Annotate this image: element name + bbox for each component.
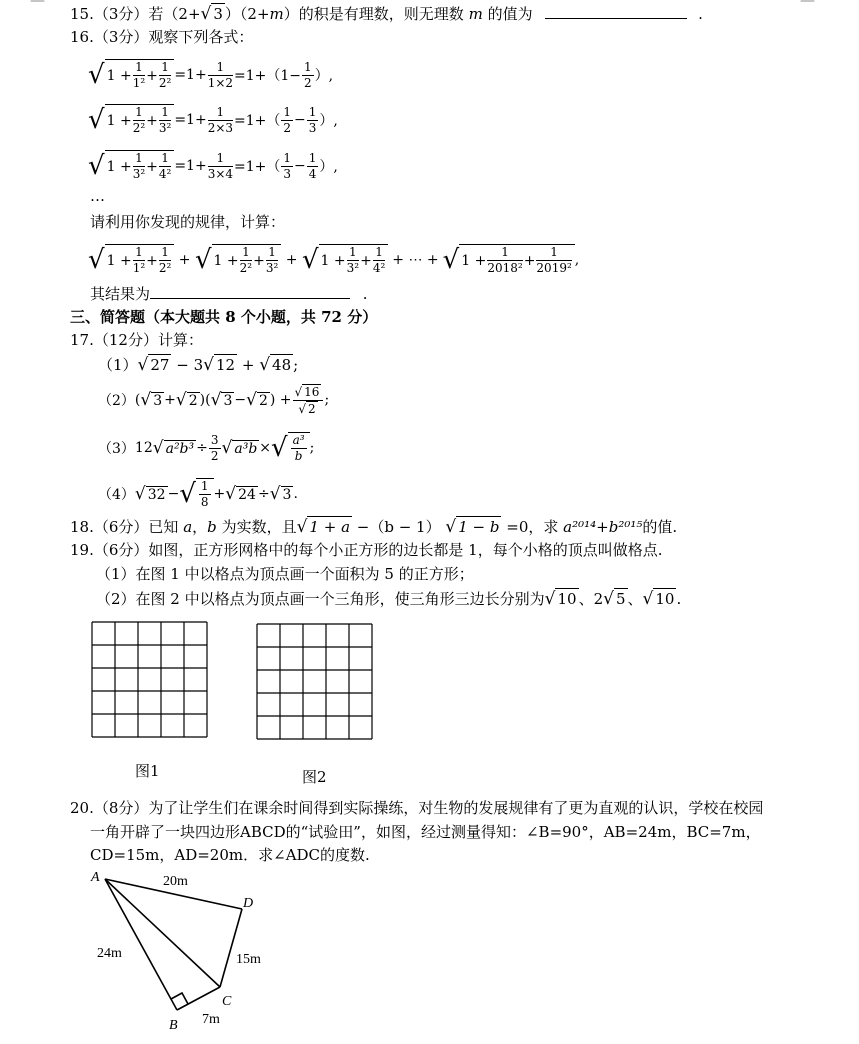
q16-row1-rhs: =1+（1− xyxy=(234,68,302,84)
label-b: B xyxy=(169,1018,178,1033)
sqrt-sign: √ xyxy=(88,151,105,181)
figure-1-grid[interactable] xyxy=(90,620,208,738)
q16-prompt: 请利用你发现的规律，计算： xyxy=(90,213,286,231)
sqrt-sign: √ xyxy=(88,105,105,135)
q16-row1-frac2: $\frac{1}{\text{2²}}$ xyxy=(158,60,172,90)
label-bc: 7m xyxy=(202,1012,220,1027)
q16-row1-radicand: 1 + $\frac{1}{\text{1²}}$ + $\frac{1}{\text{2²}}$ xyxy=(105,59,175,91)
question-19: 19.（6分）如图，正方形网格中的每个小正方形的边长都是 1，每个小格的顶点叫做格点. xyxy=(70,541,663,559)
q17-part-3: （3） 12 √ a²b³ ÷ $\frac{3}{2}$ √ a³b × √ $\frac{\text{a³}}{b}$ ; xyxy=(98,432,315,463)
q16-one: 1 xyxy=(106,67,116,84)
side-cd xyxy=(220,909,242,987)
side-bc xyxy=(177,987,220,1010)
q15-radicand: 3 xyxy=(213,5,223,23)
header-mark-right: — xyxy=(800,0,815,9)
q20-line-3: CD=15m，AD=20m．求∠ADC的度数. xyxy=(90,846,370,864)
q15-text-a: 若（2+ xyxy=(148,5,201,23)
q16-row3-radicand: 1 + $\frac{1}{\text{3²}}$ + $\frac{1}{\text{4²}}$ xyxy=(105,150,175,182)
q16-row2-rhs: =1+（ xyxy=(234,113,281,129)
side-ab xyxy=(105,879,177,1010)
question-16 xyxy=(70,27,253,47)
q16-row1-tail: ）, xyxy=(314,68,334,84)
label-ad: 20m xyxy=(163,874,188,889)
q16-answer-blank[interactable] xyxy=(150,298,350,299)
q16-row2-radicand: 1 + $\frac{1}{\text{2²}}$ + $\frac{1}{\text{3²}}$ xyxy=(105,104,175,136)
q15-end: . xyxy=(698,5,703,23)
q15-number: 15. xyxy=(70,5,94,23)
q16-row-2: √ 1 + $\frac{1}{\text{2²}}$ + $\frac{1}{\text{3²}}$ =1+ $\frac{1}{2\times 3}$ =1+（ $\frac{1}{2}$ − $\frac{1}{3}$ ）, xyxy=(88,104,338,135)
q16-row3-mid: =1+ xyxy=(174,158,207,174)
q20-quadrilateral-figure xyxy=(85,865,285,1035)
q16-number: 16. xyxy=(70,28,94,46)
q16-row3-rhs: =1+（ xyxy=(234,159,281,175)
q17-part-4: （4） √ 32 − √ $\frac{1}{8}$ + √ 24 ÷ √ 3 . xyxy=(98,479,298,509)
q16-row1-frac1: $\frac{1}{\text{1²}}$ xyxy=(132,60,146,90)
question-20: 20.（8分）为了让学生们在课余时间得到实际操练，对生物的发展规律有了更为直观的认识，学校在校园 xyxy=(70,799,764,817)
q19-part-2: （2）在图 2 中以格点为顶点画一个三角形，使三角形三边长分别为√ 10 、2√ 5 、√ 10 . xyxy=(96,589,682,609)
figure-2-grid[interactable] xyxy=(255,622,373,740)
q15-text-b: ）（2+ xyxy=(224,5,270,23)
label-cd: 15m xyxy=(236,952,261,967)
q16-result: 其结果为 . xyxy=(90,285,368,303)
label-a: A xyxy=(91,870,100,885)
section-3-title: 三、简答题（本大题共 8 个小题，共 72 分） xyxy=(70,308,378,326)
q16-row1-frac3: $\frac{1}{1\times 2}$ xyxy=(207,59,234,90)
question-18: 18.（6分）已知 a，b 为实数，且√ 1 + a −（b − 1） √ 1 − b =0，求 a²⁰¹⁴+b²⁰¹⁵的值. xyxy=(70,517,678,537)
sqrt-sign: √ xyxy=(88,60,105,90)
q16-ellipsis: + ⋯ + xyxy=(392,252,439,268)
q15-score: （3分） xyxy=(93,5,149,23)
label-c: C xyxy=(222,994,232,1009)
sqrt-sign: √ xyxy=(200,4,212,24)
q19-part-1: （1）在图 1 中以格点为顶点画一个面积为 5 的正方形； xyxy=(96,565,474,583)
question-17: 17.（12分）计算： xyxy=(70,331,203,349)
q17-part-1: （1）√ 27 − 3√ 12 + √ 48 ; xyxy=(98,355,299,375)
label-d: D xyxy=(243,896,254,911)
q16-intro: 观察下列各式： xyxy=(148,28,254,46)
q15-text-d: 的值为 xyxy=(487,5,533,23)
q15-var-m: m xyxy=(269,5,284,23)
q16-row-1 xyxy=(88,55,333,95)
figure-1-caption: 图1 xyxy=(135,762,160,780)
q16-dots: … xyxy=(90,187,105,205)
q17-part-2: （2） ( √ 3 + √ 2 )( √ 3 − √ 2 ) + $\frac{√ 16}{√ 2}$ ; xyxy=(98,384,330,416)
q16-sum: √ 1 + $\frac{1}{\text{1²}}$ + $\frac{1}{\text{2²}}$ + √ 1 + $\frac{1}{\text{2²}}$ + $\frac{1}{\text{3²}}$ + √ 1 + $\frac{1}{\text{3²}}$ + $\frac{1}{\text{4²}}$ + ⋯ + √ 1 + $\frac{1}{\text{2018²}}$ + $\frac{1}{\text{2019²}}$ , xyxy=(88,245,580,275)
q16-row1-frac4: $\frac{1}{2}$ xyxy=(304,59,312,90)
q15-text-c: ）的积是有理数，则无理数 xyxy=(283,5,464,23)
figure-2-caption: 图2 xyxy=(302,768,327,786)
question-15 xyxy=(70,3,703,24)
q16-row-3: √ 1 + $\frac{1}{\text{3²}}$ + $\frac{1}{\text{4²}}$ =1+ $\frac{1}{3\times 4}$ =1+（ $\frac{1}{3}$ − $\frac{1}{4}$ ）, xyxy=(88,150,338,181)
q15-var-m2: m xyxy=(468,5,483,23)
q20-line-2: 一角开辟了一块四边形ABCD的“试验田”，如图，经过测量得知：∠B=90°，AB=24m，BC=7m， xyxy=(90,823,761,841)
q15-answer-blank[interactable] xyxy=(545,18,687,19)
q16-score: （3分） xyxy=(93,28,149,46)
diagonal-ac xyxy=(105,879,220,987)
label-ab: 24m xyxy=(97,946,122,961)
q16-row1-mid: =1+ xyxy=(174,67,207,83)
header-mark-left: — xyxy=(30,0,45,9)
q16-result-label: 其结果为 xyxy=(90,285,151,303)
q16-row2-mid: =1+ xyxy=(174,112,207,128)
